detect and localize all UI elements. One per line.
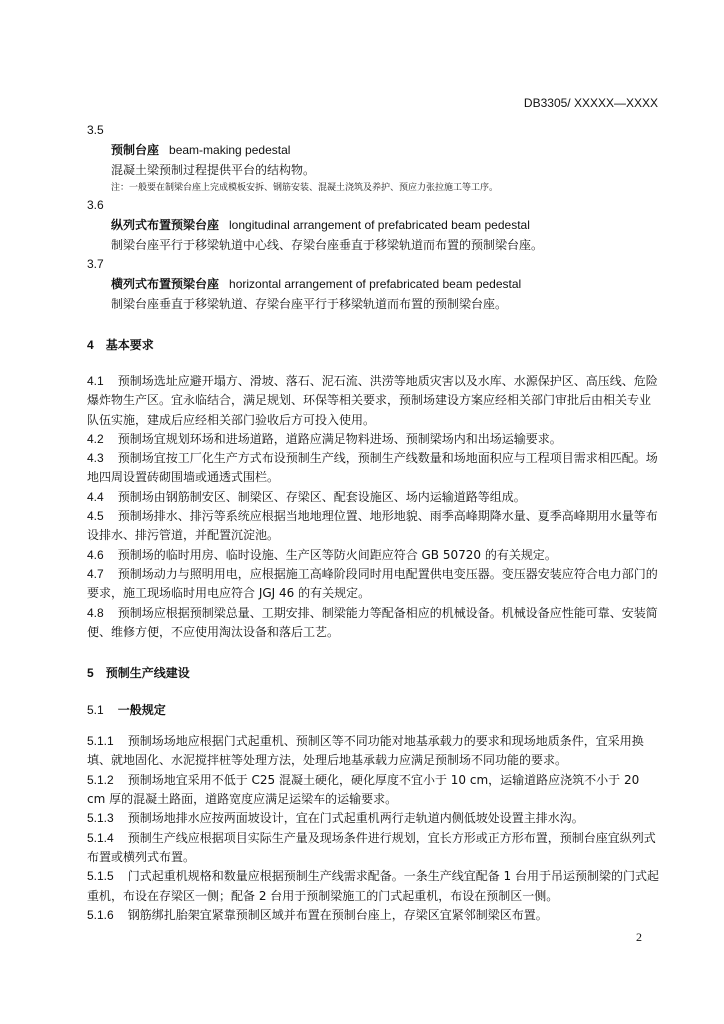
clause — [87, 488, 659, 507]
term-entry — [87, 121, 659, 196]
term-name-en: beam-making pedestal — [169, 143, 291, 157]
term-definition: 制梁台座平行于移梁轨道中心线、存梁台座垂直于移梁轨道而布置的预制梁台座。 — [111, 238, 544, 252]
chapter-number: 4 — [87, 338, 94, 352]
term-heading — [87, 140, 659, 160]
chapter-title: 基本要求 — [105, 338, 154, 352]
term-heading — [87, 274, 659, 294]
clause-number: 4.1 — [87, 374, 104, 388]
clause-text: 预制场宜规划环场和进场道路，道路应满足物料进场、预制梁场内和出场运输要求。 — [117, 431, 562, 446]
chapter-heading — [87, 663, 659, 683]
section-heading — [87, 700, 659, 720]
term-entry — [87, 255, 659, 314]
clause-text: 预制场场地应根据门式起重机、预制区等不同功能对地基承载力的要求和现场地质条件，宜采用换填、就地固化、水泥搅拌桩等处理方法，处理后地基承载力应满足预制场不同功能的要求。 — [87, 734, 644, 768]
chapter-heading — [87, 335, 659, 355]
clause — [87, 507, 659, 546]
term-entry — [87, 196, 659, 255]
clause-number: 5.1.6 — [87, 907, 114, 922]
term-name-zh: 预制台座 — [111, 143, 160, 157]
clause-number: 4.7 — [87, 566, 104, 581]
clause-text: 预制场宜按工厂化生产方式布设预制生产线，预制生产线数量和场地面积应与工程项目需求相匹配。场地四周设置砖砌围墙或通透式围栏。 — [87, 451, 658, 485]
clause-number: 5.1.2 — [87, 772, 114, 787]
clause — [87, 546, 659, 565]
clause-number: 5.1.5 — [87, 869, 114, 884]
page-number: 2 — [636, 930, 642, 944]
clause — [87, 604, 659, 643]
term-name-en: longitudinal arrangement of prefabricated beam pedestal — [229, 218, 530, 232]
clause-number: 5.1.3 — [87, 811, 114, 826]
clause-number: 5.1.1 — [87, 734, 114, 749]
clause-text: 预制场选址应避开塌方、滑坡、落石、泥石流、洪涝等地质灾害以及水库、水源保护区、高压线、危险爆炸物生产区。宜永临结合，满足规划、环保等相关要求，预制场建设方案应经相关部门审批后由相关专业队伍实施，建成后应经相关部门验收后方可投入使用。 — [87, 374, 658, 427]
clause-number: 5.1.4 — [87, 830, 114, 845]
clause — [87, 430, 659, 449]
term-note: 注：一般要在制梁台座上完成模板安拆、钢筋安装、混凝土浇筑及养护、预应力张拉施工等工序。 — [111, 183, 499, 193]
clause-text: 预制生产线应根据项目实际生产量及现场条件进行规划，宜长方形或正方形布置，预制台座宜纵列式布置或横列式布置。 — [87, 830, 656, 864]
clause-number: 4.8 — [87, 605, 104, 620]
term-name-en: horizontal arrangement of prefabricated beam pedestal — [229, 277, 522, 291]
clause-text: 门式起重机规格和数量应根据预制生产线需求配备。一条生产线宜配备 1 台用于吊运预制梁的门式起重机，布设在存梁区一侧；配备 2 台用于预制梁施工的门式起重机，布设在预制区一侧。 — [87, 869, 659, 903]
clause — [87, 829, 659, 868]
term-definition: 制梁台座垂直于移梁轨道、存梁台座平行于移梁轨道而布置的预制梁台座。 — [111, 297, 508, 311]
clause — [87, 732, 659, 771]
clause-text: 预制场地宜采用不低于 C25 混凝土硬化，硬化厚度不宜小于 10 cm，运输道路应浇筑不小于 20 cm 厚的混凝土路面，道路宽度应满足运梁车的运输要求。 — [87, 772, 640, 807]
term-definition: 混凝土梁预制过程提供平台的结构物。 — [111, 163, 316, 177]
clause — [87, 449, 659, 488]
term-number: 3.7 — [87, 257, 104, 271]
clause — [87, 906, 659, 925]
clause — [87, 771, 659, 810]
term-name-zh: 纵列式布置预梁台座 — [111, 218, 220, 232]
page-content — [87, 121, 659, 925]
clause-number: 4.4 — [87, 489, 104, 504]
clause — [87, 372, 659, 430]
clause-text: 预制场动力与照明用电，应根据施工高峰阶段同时用电配置供电变压器。变压器安装应符合电力部门的要求，施工现场临时用电应符合 JGJ 46 的有关规定。 — [87, 566, 658, 601]
section-title: 一般规定 — [117, 703, 166, 718]
clause — [87, 809, 659, 828]
clause-text: 预制场地排水应按两面坡设计，宜在门式起重机两行走轨道内侧低坡处设置主排水沟。 — [127, 811, 584, 826]
chapter-number: 5 — [87, 666, 94, 681]
term-heading — [87, 215, 659, 235]
clause-number: 4.6 — [87, 547, 104, 562]
term-number: 3.5 — [87, 123, 104, 137]
clause-text: 预制场的临时用房、临时设施、生产区等防火间距应符合 GB 50720 的有关规定。 — [117, 547, 557, 562]
section-number: 5.1 — [87, 703, 104, 718]
term-name-zh: 横列式布置预梁台座 — [111, 277, 220, 291]
clause-text: 钢筋绑扎胎架宜紧靠预制区域并布置在预制台座上，存梁区宜紧邻制梁区布置。 — [127, 907, 548, 922]
clause-text: 预制场排水、排污等系统应根据当地地理位置、地形地貌、雨季高峰期降水量、夏季高峰期用水量等布设排水、排污管道，并配置沉淀池。 — [87, 509, 658, 543]
clause-text: 预制场应根据预制梁总量、工期安排、制梁能力等配备相应的机械设备。机械设备应性能可靠、安装简便、维修方便，不应使用淘汰设备和落后工艺。 — [87, 605, 658, 639]
clause-number: 4.2 — [87, 431, 104, 446]
term-number: 3.6 — [87, 198, 104, 212]
clause-number: 4.3 — [87, 451, 104, 466]
clause — [87, 867, 659, 906]
clause — [87, 565, 659, 604]
clause-text: 预制场由钢筋制安区、制梁区、存梁区、配套设施区、场内运输道路等组成。 — [117, 489, 526, 504]
chapter-title: 预制生产线建设 — [105, 666, 190, 681]
document-code: DB3305/ XXXXX—XXXX — [523, 96, 658, 110]
clause-number: 4.5 — [87, 509, 104, 524]
